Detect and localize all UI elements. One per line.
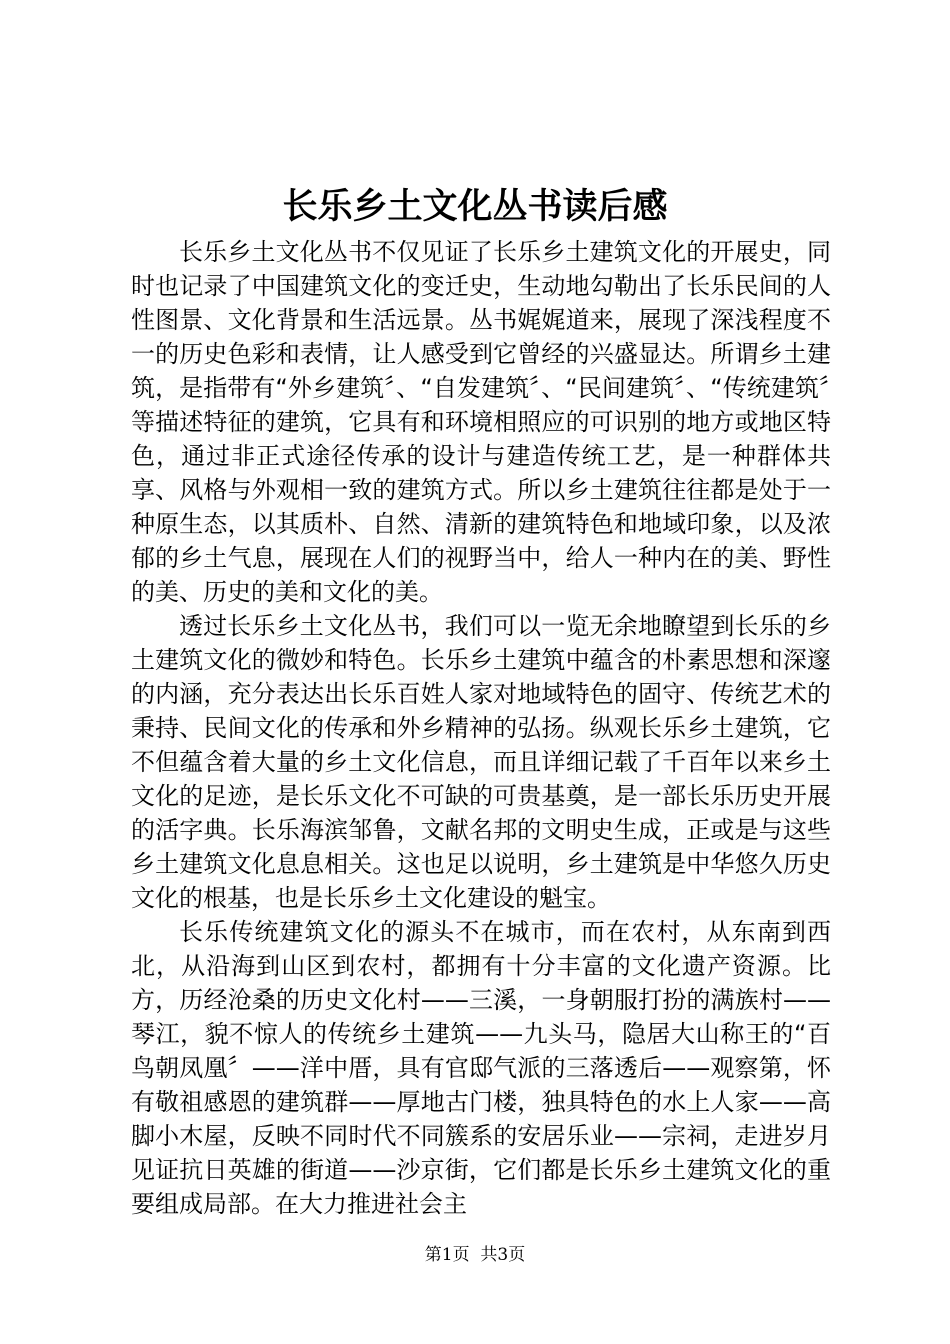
page-footer — [0, 1244, 950, 1266]
paragraph: 长乐传统建筑文化的源头不在城市，而在农村，从东南到西北，从沿海到山区到农村，都拥有十分丰富的文化遗产资源。比方，历经沧桑的历史文化村——三溪，一身朝服打扮的满族村——琴江，貌不惊人的传统乡土建筑——九头马，隐居大山称王的“百鸟朝凤凰〞——洋中厝，具有官邸气派的三落透后——观察第，怀有敬祖感恩的建筑群——厚地古门楼，独具特色的水上人家——高脚小木屋，反映不同时代不同簇系的安居乐业——宗祠，走进岁月见证抗日英雄的街道——沙京街，它们都是长乐乡土建筑文化的重要组成局部。在大力推进社会主 — [131, 918, 831, 1218]
page-number: 第1页 共3页 — [424, 1245, 526, 1265]
document-title: 长乐乡土文化丛书读后感 — [282, 186, 668, 227]
document-body — [131, 235, 831, 1221]
paragraph: 长乐乡土文化丛书不仅见证了长乐乡土建筑文化的开展史，同时也记录了中国建筑文化的变迁史，生动地勾勒出了长乐民间的人性图景、文化背景和生活远景。丛书娓娓道来，展现了深浅程度不一的历史色彩和表情，让人感受到它曾经的兴盛显达。所谓乡土建筑，是指带有“外乡建筑〞、“自发建筑〞、“民间建筑〞、“传统建筑〞等描述特征的建筑，它具有和环境相照应的可识别的地方或地区特色，通过非正式途径传承的设计与建造传统工艺，是一种群体共享、风格与外观相一致的建筑方式。所以乡土建筑往往都是处于一种原生态，以其质朴、自然、清新的建筑特色和地域印象，以及浓郁的乡土气息，展现在人们的视野当中，给人一种内在的美、野性的美、历史的美和文化的美。 — [131, 238, 831, 606]
paragraph: 透过长乐乡土文化丛书，我们可以一览无余地瞭望到长乐的乡土建筑文化的微妙和特色。长乐乡土建筑中蕴含的朴素思想和深邃的内涵，充分表达出长乐百姓人家对地域特色的固守、传统艺术的秉持、民间文化的传承和外乡精神的弘扬。纵观长乐乡土建筑，它不但蕴含着大量的乡土文化信息，而且详细记载了千百年以来乡土文化的足迹，是长乐文化不可缺的可贵基奠，是一部长乐历史开展的活字典。长乐海滨邹鲁，文献名邦的文明史生成，正或是与这些乡土建筑文化息息相关。这也足以说明，乡土建筑是中华悠久历史文化的根基，也是长乐乡土文化建设的魁宝。 — [131, 612, 831, 912]
